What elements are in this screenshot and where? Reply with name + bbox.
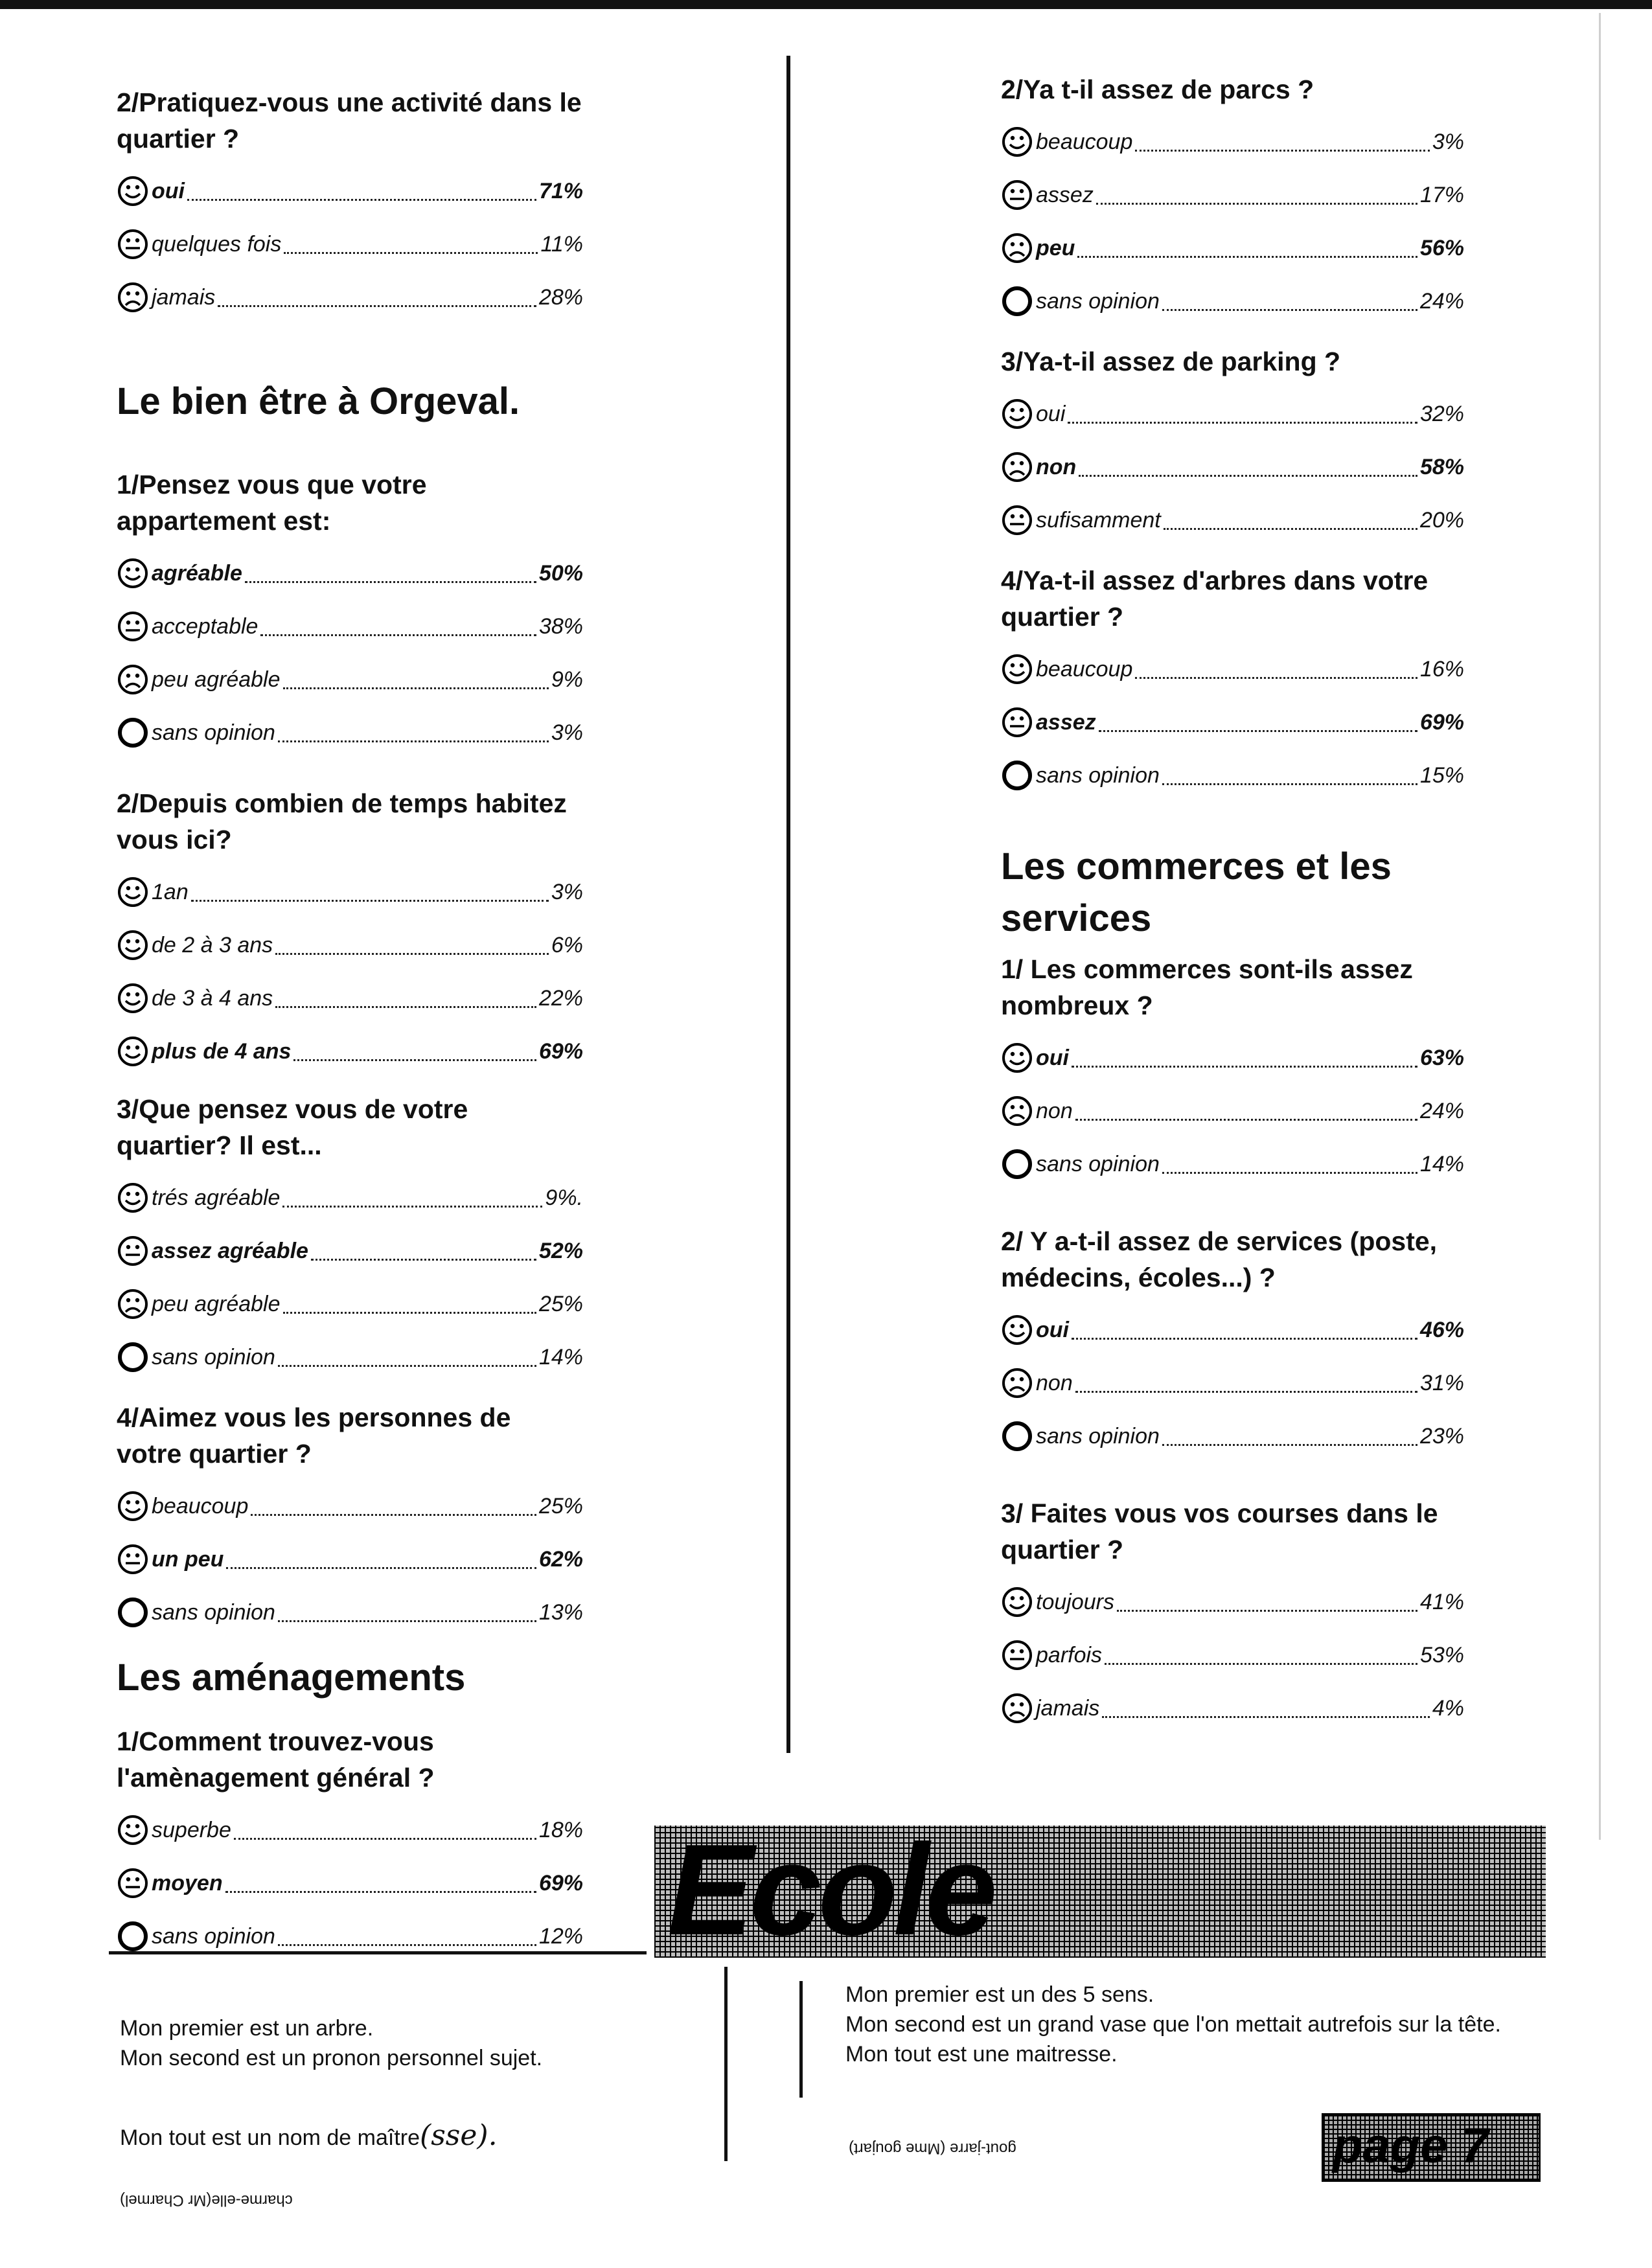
answer-percentage: 46%: [1419, 1317, 1464, 1342]
smiley-happy-icon: [117, 982, 149, 1014]
survey-question: [117, 1399, 583, 1639]
answer-label: acceptable: [152, 613, 258, 639]
answer-row: [1001, 1357, 1464, 1410]
dot-leader: [1096, 186, 1417, 205]
answer-percentage: 31%: [1419, 1370, 1464, 1395]
smiley-sad-icon: [117, 281, 149, 314]
answer-row: [117, 1480, 583, 1533]
survey-question: [117, 466, 583, 759]
answer-label: de 2 à 3 ans: [152, 932, 273, 957]
answer-row: [1001, 1682, 1464, 1735]
answer-row: [117, 1331, 583, 1384]
smiley-neutral-icon: [117, 610, 149, 643]
answer-percentage: 9%: [551, 667, 583, 692]
survey-question: [117, 1091, 583, 1384]
answer-label: de 3 à 4 ans: [152, 985, 273, 1011]
answer-percentage: 14%: [538, 1344, 583, 1369]
answer-percentage: 3%: [551, 720, 583, 745]
riddle-line: [120, 2121, 703, 2153]
answer-percentage: 63%: [1419, 1045, 1464, 1070]
answer-row: [1001, 441, 1464, 494]
answer-percentage: 4%: [1432, 1695, 1464, 1721]
section-title: [117, 376, 583, 428]
dot-leader: [191, 883, 549, 902]
dot-leader: [218, 288, 536, 307]
answer-label: beaucoup: [1036, 656, 1133, 682]
answer-percentage: 32%: [1419, 401, 1464, 426]
smiley-happy-icon: [1001, 1042, 1033, 1074]
smiley-neutral-icon: [1001, 504, 1033, 536]
dot-leader: [1099, 713, 1417, 732]
riddle-left-answer: charme-elle(Mr Charmel): [120, 2192, 293, 2209]
answer-label: non: [1036, 1098, 1073, 1123]
answer-label: sans opinion: [1036, 1423, 1160, 1449]
smiley-happy-icon: [117, 876, 149, 908]
smiley-happy-icon: [117, 557, 149, 590]
section-title-text: Le bien être à Orgeval.: [117, 380, 520, 422]
smiley-neutral-icon: [117, 1543, 149, 1575]
answer-label: sans opinion: [152, 1923, 275, 1949]
question-text: 3/Ya-t-il assez de parking ?: [1001, 347, 1341, 376]
answer-label: assez: [1036, 709, 1096, 735]
smiley-neutral-icon: [117, 228, 149, 260]
circle-no-opinion-icon: [1001, 759, 1033, 792]
riddle-line: Mon tout est une maitresse.: [845, 2042, 1118, 2067]
dot-leader: [187, 182, 536, 201]
answer-percentage: 52%: [538, 1238, 583, 1263]
riddle-left: [120, 2013, 703, 2153]
answer-label: sans opinion: [1036, 762, 1160, 788]
answer-row: [1001, 696, 1464, 749]
survey-question: [117, 84, 583, 324]
smiley-happy-icon: [117, 1035, 149, 1068]
answer-row: [1001, 1575, 1464, 1629]
right-column: [1001, 71, 1464, 1735]
dot-leader: [1135, 660, 1417, 679]
circle-no-opinion-icon: [117, 1920, 149, 1953]
smiley-sad-icon: [1001, 1095, 1033, 1127]
circle-no-opinion-icon: [117, 716, 149, 749]
question-text: 1/ Les commerces sont-ils assez nombreux ?: [1001, 954, 1413, 1020]
smiley-sad-icon: [1001, 451, 1033, 483]
answer-percentage: 25%: [538, 1493, 583, 1518]
answer-label: oui: [1036, 1045, 1069, 1070]
question-text: 2/ Y a-t-il assez de services (poste, médecins, écoles...) ?: [1001, 1226, 1438, 1292]
answer-label: un peu: [152, 1546, 224, 1572]
dot-leader: [1162, 292, 1417, 311]
smiley-happy-icon: [117, 175, 149, 207]
riddle-right-answer: gout-jarre (Mme goujart): [849, 2140, 1016, 2157]
answer-label: sufisamment: [1036, 507, 1161, 533]
answer-label: assez: [1036, 182, 1094, 207]
answer-row: [117, 653, 583, 706]
answer-label: agréable: [152, 560, 242, 586]
dot-leader: [311, 1242, 536, 1261]
dot-leader: [1164, 511, 1417, 530]
section-title: [1001, 841, 1464, 945]
answer-percentage: 28%: [538, 284, 583, 310]
answer-row: [117, 1224, 583, 1277]
answer-percentage: 24%: [1419, 1098, 1464, 1123]
survey-question: [1001, 343, 1464, 547]
answer-row: [117, 1857, 583, 1910]
answer-percentage: 3%: [551, 879, 583, 904]
answer-label: superbe: [152, 1817, 231, 1842]
answer-row: [117, 972, 583, 1025]
circle-no-opinion-icon: [1001, 1420, 1033, 1452]
answer-row: [117, 1586, 583, 1639]
answer-row: [1001, 387, 1464, 441]
dot-leader: [278, 1927, 536, 1946]
dot-leader: [1105, 1646, 1417, 1665]
answer-percentage: 15%: [1419, 762, 1464, 788]
smiley-neutral-icon: [1001, 1639, 1033, 1671]
answer-row: [1001, 1031, 1464, 1084]
answer-label: sans opinion: [152, 720, 275, 745]
circle-no-opinion-icon: [117, 1596, 149, 1629]
smiley-happy-icon: [117, 1182, 149, 1214]
answer-label: quelques fois: [152, 231, 282, 257]
answer-row: [117, 600, 583, 653]
answer-label: oui: [152, 178, 185, 203]
answer-percentage: 20%: [1419, 507, 1464, 533]
answer-percentage: 69%: [538, 1870, 583, 1896]
answer-percentage: 56%: [1419, 235, 1464, 260]
answer-label: sans opinion: [152, 1344, 275, 1369]
answer-percentage: 23%: [1419, 1423, 1464, 1449]
smiley-happy-icon: [1001, 1314, 1033, 1346]
answer-label: toujours: [1036, 1589, 1114, 1614]
question-text: 1/Pensez vous que votre appartement est:: [117, 470, 427, 536]
answer-percentage: 14%: [1419, 1151, 1464, 1176]
handwritten-note: (sse).: [420, 2119, 498, 2152]
answer-percentage: 50%: [538, 560, 583, 586]
survey-question: [1001, 71, 1464, 328]
answer-row: [1001, 1084, 1464, 1138]
answer-label: beaucoup: [152, 1493, 249, 1518]
answer-row: [1001, 1629, 1464, 1682]
answer-row: [117, 1277, 583, 1331]
dot-leader: [226, 1550, 536, 1569]
dot-leader: [284, 235, 538, 254]
column-divider: [786, 56, 790, 1753]
answer-percentage: 6%: [551, 932, 583, 957]
smiley-happy-icon: [1001, 398, 1033, 430]
answer-percentage: 69%: [538, 1038, 583, 1064]
answer-label: oui: [1036, 401, 1066, 426]
answer-label: oui: [1036, 1317, 1069, 1342]
smiley-neutral-icon: [1001, 706, 1033, 739]
dot-leader: [225, 1874, 536, 1893]
riddle-line: Mon premier est un arbre.: [120, 2016, 374, 2041]
smiley-happy-icon: [117, 1814, 149, 1846]
dot-leader: [278, 1603, 536, 1622]
dot-leader: [1077, 239, 1417, 258]
dot-leader: [278, 1348, 536, 1367]
answer-label: jamais: [152, 284, 216, 310]
answer-percentage: 17%: [1419, 182, 1464, 207]
survey-question: [1001, 1495, 1464, 1735]
smiley-sad-icon: [117, 1288, 149, 1320]
answer-label: peu agréable: [152, 667, 281, 692]
answer-label: jamais: [1036, 1695, 1100, 1721]
answer-label: sans opinion: [1036, 1151, 1160, 1176]
question-text: 4/Aimez vous les personnes de votre quartier ?: [117, 1403, 511, 1469]
answer-percentage: 3%: [1432, 129, 1464, 154]
answer-label: 1an: [152, 879, 189, 904]
answer-row: [117, 1025, 583, 1078]
page-number-box: [1322, 2113, 1541, 2182]
smiley-happy-icon: [1001, 1586, 1033, 1618]
dot-leader: [1102, 1699, 1430, 1718]
answer-row: [117, 547, 583, 600]
dot-leader: [282, 1189, 542, 1208]
dot-leader: [1162, 766, 1417, 785]
answer-percentage: 38%: [538, 613, 583, 639]
answer-label: non: [1036, 1370, 1073, 1395]
answer-row: [117, 1171, 583, 1224]
riddle-divider-right: [799, 1981, 803, 2098]
circle-no-opinion-icon: [117, 1341, 149, 1373]
answer-row: [1001, 168, 1464, 222]
answer-row: [117, 1910, 583, 1963]
dot-leader: [245, 564, 536, 583]
dot-leader: [1075, 1374, 1417, 1393]
question-text: 3/ Faites vous vos courses dans le quartier ?: [1001, 1498, 1438, 1564]
answer-row: [1001, 1410, 1464, 1463]
answer-row: [1001, 494, 1464, 547]
smiley-happy-icon: [1001, 653, 1033, 685]
smiley-sad-icon: [1001, 1367, 1033, 1399]
dot-leader: [1072, 1049, 1417, 1068]
dot-leader: [293, 1042, 536, 1061]
answer-percentage: 71%: [538, 178, 583, 203]
answer-percentage: 18%: [538, 1817, 583, 1842]
question-text: 2/Ya t-il assez de parcs ?: [1001, 74, 1314, 104]
answer-percentage: 12%: [538, 1923, 583, 1949]
answer-percentage: 53%: [1419, 1642, 1464, 1667]
answer-percentage: 22%: [538, 985, 583, 1011]
survey-question: [117, 1723, 583, 1963]
dot-leader: [278, 724, 549, 742]
question-text: 1/Comment trouvez-vous l'amènagement général ?: [117, 1726, 435, 1793]
answer-label: parfois: [1036, 1642, 1103, 1667]
question-text: 2/Pratiquez-vous une activité dans le quartier ?: [117, 87, 582, 154]
answer-label: moyen: [152, 1870, 223, 1896]
section-title: [117, 1652, 583, 1704]
riddle-text: Mon tout est un nom de maître: [120, 2125, 420, 2150]
riddle-right: [845, 1980, 1545, 2069]
smiley-sad-icon: [117, 663, 149, 696]
circle-no-opinion-icon: [1001, 1148, 1033, 1180]
smiley-happy-icon: [117, 929, 149, 961]
smiley-happy-icon: [117, 1490, 149, 1522]
answer-row: [1001, 1303, 1464, 1357]
answer-percentage: 13%: [538, 1599, 583, 1625]
smiley-neutral-icon: [117, 1867, 149, 1899]
smiley-neutral-icon: [117, 1235, 149, 1267]
answer-row: [1001, 749, 1464, 802]
answer-percentage: 69%: [1419, 709, 1464, 735]
scan-top-edge: [0, 0, 1652, 9]
answer-row: [117, 1533, 583, 1586]
answer-label: peu agréable: [152, 1291, 281, 1316]
dot-leader: [1162, 1427, 1417, 1446]
dot-leader: [260, 617, 536, 636]
survey-question: [117, 785, 583, 1078]
answer-row: [117, 165, 583, 218]
answer-row: [1001, 275, 1464, 328]
smiley-happy-icon: [1001, 126, 1033, 158]
answer-label: assez agréable: [152, 1238, 308, 1263]
answer-row: [117, 865, 583, 919]
riddle-line: Mon premier est un des 5 sens.: [845, 1982, 1154, 2007]
dot-leader: [283, 670, 549, 689]
answer-label: non: [1036, 454, 1077, 479]
riddle-line: Mon second est un pronon personnel sujet.: [120, 2046, 543, 2070]
answer-percentage: 11%: [540, 231, 583, 257]
ecole-banner: [654, 1818, 1546, 1962]
circle-no-opinion-icon: [1001, 285, 1033, 317]
answer-percentage: 16%: [1419, 656, 1464, 682]
answer-label: sans opinion: [152, 1599, 275, 1625]
question-text: 4/Ya-t-il assez d'arbres dans votre quartier ?: [1001, 566, 1428, 632]
section-divider: [109, 1951, 647, 1954]
dot-leader: [283, 1295, 536, 1314]
answer-row: [1001, 1138, 1464, 1191]
answer-percentage: 9%.: [545, 1185, 583, 1210]
dot-leader: [1068, 405, 1417, 424]
answer-label: plus de 4 ans: [152, 1038, 292, 1064]
answer-percentage: 62%: [538, 1546, 583, 1572]
answer-row: [117, 271, 583, 324]
survey-question: [1001, 1223, 1464, 1463]
section-title-text: Les aménagements: [117, 1656, 466, 1699]
answer-percentage: 58%: [1419, 454, 1464, 479]
answer-row: [117, 919, 583, 972]
dot-leader: [275, 989, 536, 1008]
survey-question: [1001, 951, 1464, 1191]
smiley-sad-icon: [1001, 1692, 1033, 1724]
answer-row: [1001, 115, 1464, 168]
answer-label: beaucoup: [1036, 129, 1133, 154]
dot-leader: [1072, 1321, 1417, 1340]
survey-question: [1001, 562, 1464, 802]
question-text: 2/Depuis combien de temps habitez vous ici?: [117, 788, 567, 854]
dot-leader: [1075, 1102, 1417, 1121]
riddle-line: Mon second est un grand vase que l'on mettait autrefois sur la tête.: [845, 2012, 1501, 2037]
smiley-sad-icon: [1001, 232, 1033, 264]
answer-row: [1001, 222, 1464, 275]
answer-percentage: 41%: [1419, 1589, 1464, 1614]
left-column: [117, 84, 583, 1963]
dot-leader: [1135, 133, 1429, 152]
question-text: 3/Que pensez vous de votre quartier? Il est...: [117, 1094, 468, 1160]
answer-label: trés agréable: [152, 1185, 281, 1210]
dot-leader: [234, 1821, 536, 1840]
dot-leader: [1117, 1593, 1417, 1612]
answer-label: peu: [1036, 235, 1075, 260]
dot-leader: [1162, 1155, 1417, 1174]
answer-percentage: 25%: [538, 1291, 583, 1316]
answer-percentage: 24%: [1419, 288, 1464, 314]
riddle-divider-left: [724, 1967, 728, 2161]
ecole-banner-title: Ecole: [667, 1818, 994, 1962]
answer-row: [117, 1804, 583, 1857]
dot-leader: [275, 936, 549, 955]
section-title-text: Les commerces et les services: [1001, 845, 1392, 939]
answer-row: [1001, 643, 1464, 696]
answer-row: [117, 706, 583, 759]
scan-right-edge: [1599, 13, 1601, 1840]
answer-row: [117, 218, 583, 271]
dot-leader: [251, 1497, 536, 1516]
answer-label: sans opinion: [1036, 288, 1160, 314]
page-number: page 7: [1333, 2118, 1489, 2173]
dot-leader: [1079, 458, 1417, 477]
smiley-neutral-icon: [1001, 179, 1033, 211]
